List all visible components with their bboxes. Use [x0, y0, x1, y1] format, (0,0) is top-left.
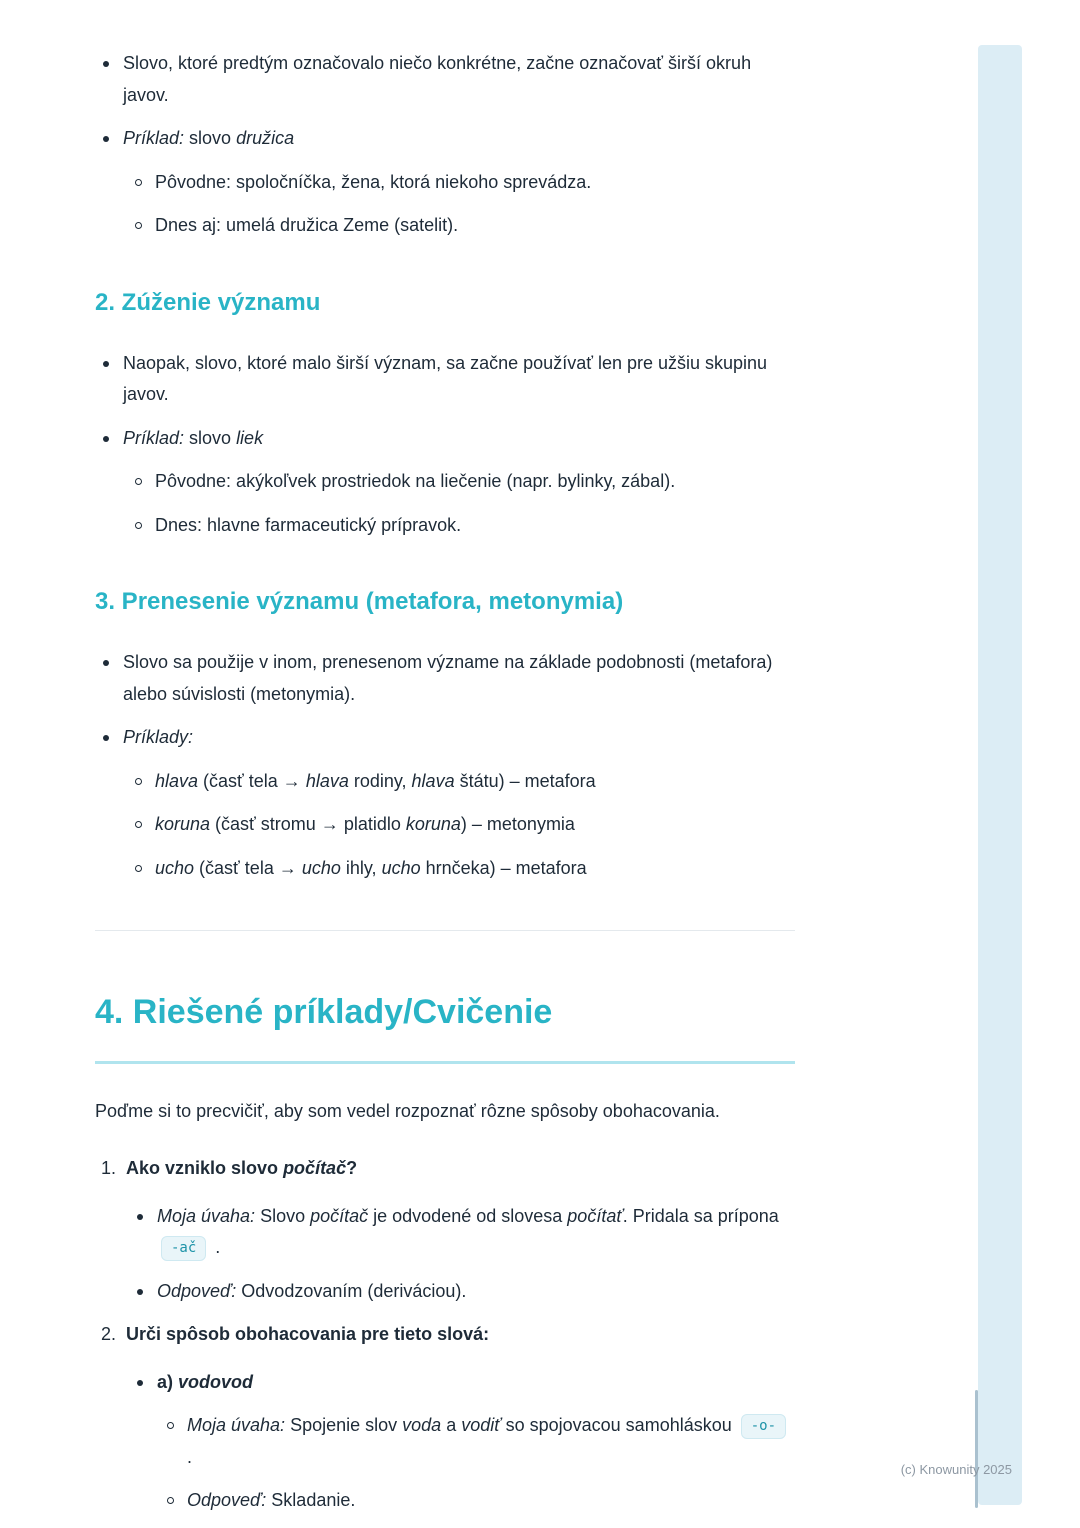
bullet-marker	[137, 1380, 143, 1386]
text-segment: Poďme si to precvičiť, aby som vedel rozpoznať rôzne spôsoby obohacovania.	[95, 1100, 720, 1121]
text-segment: Ako vzniklo slovo	[126, 1158, 284, 1178]
text	[155, 167, 795, 199]
section-heading	[95, 581, 795, 623]
text-segment: počítať	[567, 1205, 623, 1226]
list-item	[103, 423, 795, 455]
page-edge-strip	[978, 45, 1022, 1505]
circle-marker	[167, 1422, 174, 1429]
text-segment: rodiny,	[348, 770, 412, 791]
bullet-marker	[103, 61, 109, 67]
text	[126, 1319, 795, 1351]
bullet-marker	[137, 1214, 143, 1220]
list-item	[103, 647, 795, 710]
text-segment: ) – metonymia	[460, 814, 575, 834]
text-segment: slovo	[184, 128, 237, 148]
text	[123, 348, 795, 411]
circle-marker	[135, 778, 142, 785]
list-item	[103, 348, 795, 411]
circle-marker	[135, 222, 142, 229]
number-marker: 1.	[101, 1158, 117, 1178]
sub-list-item	[135, 510, 795, 542]
text-segment: slovo	[184, 427, 237, 448]
paragraph	[95, 1096, 795, 1128]
text-segment: štátu) – metafora	[454, 770, 596, 791]
sub-list-item	[135, 853, 795, 885]
text	[155, 510, 795, 542]
text	[155, 853, 795, 885]
text-segment: hlava	[411, 770, 455, 791]
bullet-marker	[103, 436, 109, 442]
circle-marker	[135, 522, 142, 529]
list-item	[103, 123, 795, 155]
text-segment: Skladanie.	[266, 1490, 356, 1510]
text-segment: družica	[236, 128, 295, 148]
text-segment: Slovo, ktoré predtým označovalo niečo konkrétne, začne označovať širší okruh javov.	[123, 53, 752, 105]
text	[155, 766, 795, 798]
text-segment: Moja úvaha:	[187, 1415, 286, 1435]
text-segment: Pôvodne: akýkoľvek prostriedok na liečenie (napr. bylinky, zábal).	[155, 471, 676, 491]
sub-list-item	[135, 210, 795, 242]
text-segment: a	[441, 1415, 462, 1435]
nested-sub-list-item	[167, 1485, 795, 1517]
bullet-marker	[103, 136, 109, 142]
text-segment: vodovod	[178, 1371, 254, 1392]
text	[123, 722, 795, 754]
circle-marker	[135, 865, 142, 872]
text-segment: Dnes aj: umelá družica Zeme (satelit).	[155, 215, 459, 235]
sub-list-item	[135, 809, 795, 841]
text-segment: Urči spôsob obohacovania pre tieto slová:	[126, 1324, 490, 1344]
text-segment: ucho	[381, 857, 421, 878]
numbered-item	[101, 1153, 795, 1185]
text-segment: 4. Riešené príklady/Cvičenie	[95, 993, 553, 1031]
text	[123, 48, 795, 111]
divider	[95, 930, 795, 931]
circle-marker	[167, 1497, 174, 1504]
list-item	[103, 722, 795, 754]
text-segment: Naopak, slovo, ktoré malo širší význam, sa začne používať len pre užšiu skupinu javov.	[123, 352, 768, 404]
text	[155, 466, 795, 498]
text-segment: . Pridala sa prípona	[622, 1205, 779, 1226]
code-badge: -o-	[741, 1414, 786, 1439]
text-segment: počítač	[310, 1205, 369, 1226]
document-content	[95, 48, 795, 1528]
bullet-marker	[137, 1289, 143, 1295]
page-heading	[95, 983, 795, 1064]
text	[123, 123, 795, 155]
text-segment: liek	[236, 427, 264, 448]
text-segment: so spojovacou samohláskou	[500, 1415, 737, 1435]
text-segment: Odvodzovaním (deriváciou).	[236, 1280, 467, 1301]
text-segment: 2. Zúženie významu	[95, 288, 321, 316]
bullet-marker	[103, 735, 109, 741]
text	[95, 993, 552, 1031]
text-segment: Pôvodne: spoločníčka, žena, ktorá niekoho sprevádza.	[155, 171, 592, 192]
scrollbar-thumb[interactable]	[975, 1390, 978, 1508]
text	[95, 1101, 720, 1121]
text-segment: Slovo	[255, 1205, 311, 1226]
text-segment: Odpoveď:	[157, 1280, 237, 1301]
text-segment: ucho	[301, 857, 341, 878]
text	[155, 809, 795, 841]
text	[155, 210, 795, 242]
text	[123, 647, 795, 710]
text-segment: .	[210, 1237, 221, 1257]
text-segment: .	[187, 1446, 193, 1467]
text-segment: hrnčeka) – metafora	[420, 857, 587, 878]
text-segment: hlava	[155, 770, 199, 791]
text-segment: Spojenie slov	[285, 1415, 403, 1435]
footer-copyright: (c) Knowunity 2025	[900, 1462, 1012, 1477]
bullet-marker	[103, 361, 109, 367]
text-segment: ihly,	[340, 857, 382, 878]
text-segment: 3. Prenesenie významu (metafora, metonymia)	[95, 588, 624, 615]
text-segment: Dnes: hlavne farmaceutický prípravok.	[155, 514, 462, 535]
text-segment: je odvodené od slovesa	[368, 1205, 568, 1226]
text-segment: voda	[402, 1415, 442, 1435]
nested-list-item	[137, 1367, 795, 1399]
text	[95, 588, 623, 615]
text-segment: počítač	[283, 1158, 347, 1178]
text	[123, 423, 795, 455]
text-segment: Odpoveď:	[187, 1490, 267, 1510]
list-item	[103, 48, 795, 111]
text	[95, 289, 320, 316]
text-segment: a)	[157, 1371, 179, 1392]
text	[187, 1485, 795, 1517]
text-segment: Moja úvaha:	[157, 1205, 256, 1226]
number-marker: 2.	[101, 1324, 117, 1344]
text-segment: (časť stromu → platidlo	[210, 814, 406, 834]
sub-list-item	[135, 766, 795, 798]
text-segment: (časť tela →	[194, 857, 302, 878]
nested-list-item	[137, 1276, 795, 1308]
text-segment: ucho	[155, 857, 195, 878]
sub-list-item	[135, 167, 795, 199]
text-segment: (časť tela →	[198, 770, 306, 791]
text-segment: koruna	[405, 814, 461, 834]
text	[157, 1201, 795, 1264]
sub-list-item	[135, 466, 795, 498]
circle-marker	[135, 478, 142, 485]
circle-marker	[135, 179, 142, 186]
text-segment: Príklad:	[123, 128, 185, 148]
section-heading	[95, 282, 795, 324]
circle-marker	[135, 821, 142, 828]
text-segment: Slovo sa použije v inom, prenesenom význame na základe podobnosti (metafora) alebo súvislosti (metonymia).	[123, 652, 773, 704]
text	[157, 1367, 795, 1399]
text-segment: hlava	[305, 770, 349, 791]
text-segment: ?	[346, 1158, 358, 1178]
text	[126, 1153, 795, 1185]
numbered-item	[101, 1319, 795, 1351]
bullet-marker	[103, 660, 109, 666]
code-badge: -ač	[161, 1236, 206, 1261]
nested-list-item	[137, 1201, 795, 1264]
text-segment: vodiť	[461, 1415, 501, 1435]
text-segment: Príklad:	[123, 427, 185, 448]
text	[157, 1276, 795, 1308]
text-segment: Príklady:	[123, 727, 194, 747]
text-segment: koruna	[155, 814, 211, 834]
